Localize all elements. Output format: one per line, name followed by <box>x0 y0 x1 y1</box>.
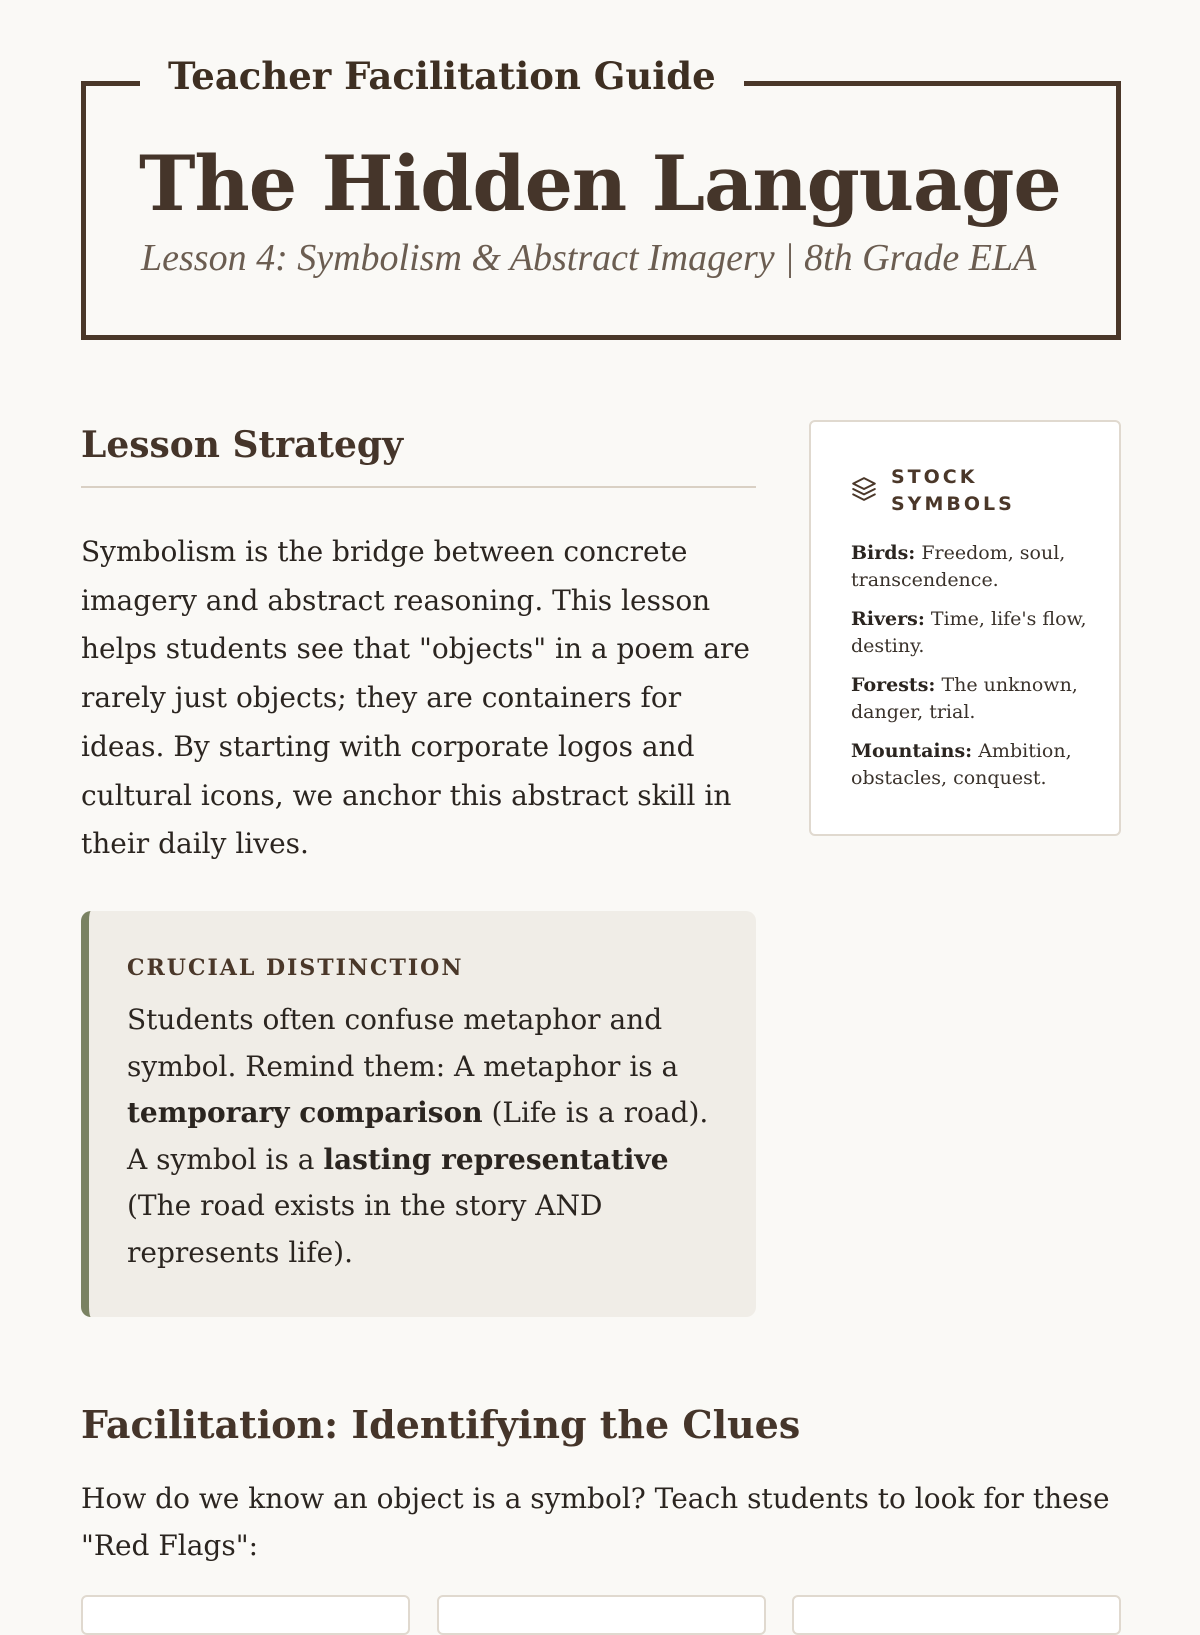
callout-bold-term: temporary comparison <box>127 1096 483 1129</box>
symbol-item <box>851 672 1093 725</box>
sidebar-title: STOCK SYMBOLS <box>891 466 1015 515</box>
symbol-meaning: Ambition, obstacles, conquest. <box>851 740 1072 789</box>
symbol-item <box>851 540 1093 593</box>
callout-label: CRUCIAL DISTINCTION <box>127 955 464 981</box>
callout-text-part: Students often confuse metaphor and symbol. Remind them: A metaphor is a <box>127 1003 679 1083</box>
guide-tag: Teacher Facilitation Guide <box>140 50 744 102</box>
stock-symbols-card <box>809 420 1121 836</box>
symbol-item <box>851 606 1093 659</box>
callout-text <box>127 997 724 1276</box>
layers-icon <box>851 476 877 502</box>
callout-text-part: (The road exists in the story AND represents life). <box>127 1189 603 1269</box>
symbol-meaning: The unknown, danger, trial. <box>851 674 1078 723</box>
facilitation-intro: How do we know an object is a symbol? Teach students to look for these "Red Flags": <box>81 1482 1110 1562</box>
symbol-term: Rivers: <box>851 608 925 630</box>
symbol-item <box>851 738 1093 791</box>
crucial-distinction-callout <box>81 911 756 1317</box>
page-subtitle: Lesson 4: Symbolism & Abstract Imagery | 8th Grade ELA <box>141 237 1037 279</box>
red-flag-card <box>792 1595 1121 1635</box>
page-title: The Hidden Language <box>139 139 1061 228</box>
facilitation-heading: Facilitation: Identifying the Clues <box>81 1402 801 1447</box>
strategy-body: Symbolism is the bridge between concrete imagery and abstract reasoning. This lesson helps students see that "objects" in a poem are rarely just objects; they are containers for ideas. By starting with corporate logos and cultural icons, we anchor this abstract skill in their daily lives. <box>81 535 750 861</box>
strategy-heading: Lesson Strategy <box>81 420 756 488</box>
red-flag-card <box>437 1595 766 1635</box>
red-flag-card <box>81 1595 410 1635</box>
symbol-term: Forests: <box>851 674 936 696</box>
sidebar-header <box>851 464 1093 518</box>
callout-bold-term: lasting representative <box>323 1142 669 1176</box>
symbol-meaning: Freedom, soul, transcendence. <box>851 542 1066 591</box>
symbol-meaning: Time, life's flow, destiny. <box>851 608 1087 657</box>
symbol-term: Birds: <box>851 542 916 564</box>
symbol-term: Mountains: <box>851 740 973 762</box>
callout-text-part: (Life is a road). A symbol is a <box>127 1096 709 1176</box>
